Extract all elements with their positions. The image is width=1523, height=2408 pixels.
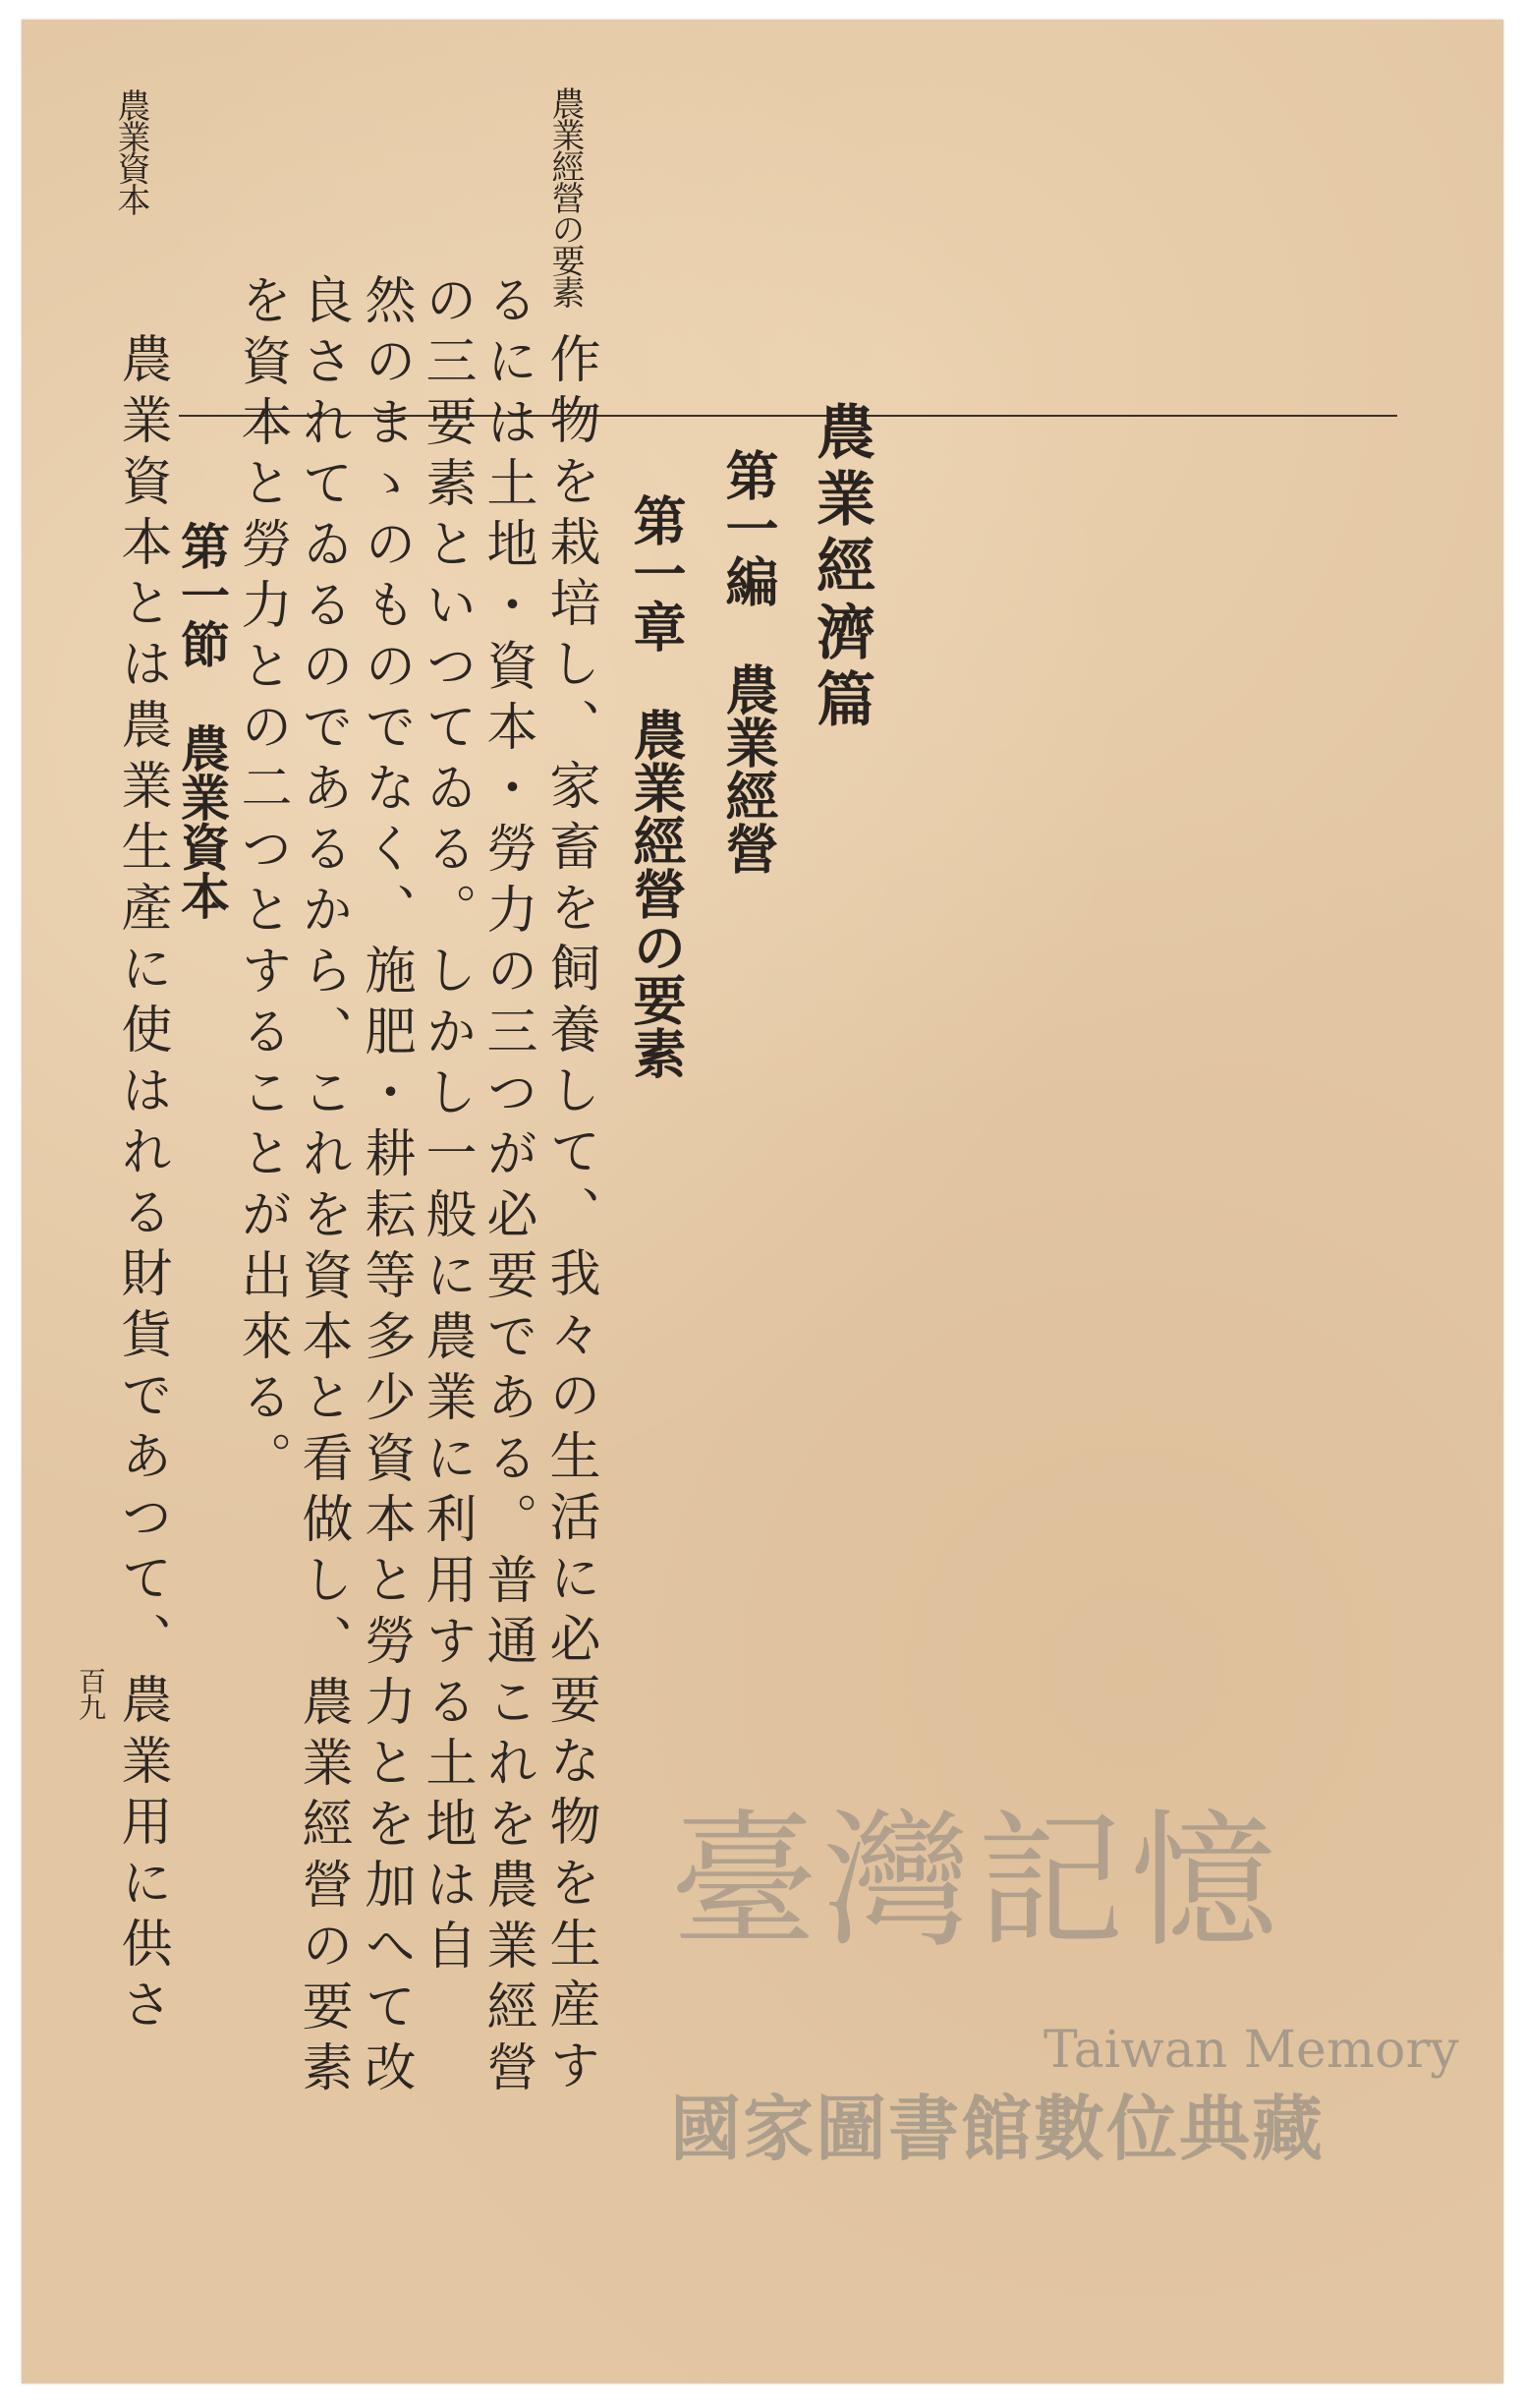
part-title: 農業經營 (717, 662, 779, 875)
running-head-center: 農業經營の要素 (545, 86, 585, 307)
section-body-line-1: 農業資本とは農業生產に使はれる財貨であつて、農業用に供さ (112, 332, 171, 2038)
running-head-left: 農業資本 (111, 88, 150, 214)
page-number: 百九 (75, 1667, 107, 1720)
section-number: 第一節 (173, 521, 230, 668)
page-title: 農業經濟篇 (807, 401, 875, 735)
chapter-title: 農業經營の要素 (625, 708, 687, 1079)
chapter-body-line-4: 然のまゝのものでなく、施肥・耕耘等多少資本と勞力とを加へて改 (356, 273, 415, 2101)
chapter-body-line-5: 良されてゐるのであるから、これを資本と看做し、農業經營の要素 (293, 273, 352, 2101)
chapter-body-line-6: を資本と勞力との二つとすることが出來る。 (232, 273, 291, 1492)
chapter-number: 第一章 (625, 493, 687, 653)
section-title: 農業資本 (173, 723, 230, 920)
chapter-body-line-3: の三要素といつてゐる。しかし一般に農業に利用する土地は自 (417, 273, 476, 1979)
watermark-chinese: 國家圖書館數位典藏 (670, 2088, 1326, 2170)
chapter-heading (625, 493, 687, 1079)
watermark-english: Taiwan Memory (1044, 2021, 1459, 2080)
part-number: 第一編 (717, 448, 779, 607)
part-heading (717, 448, 779, 875)
chapter-body-line-2: るには土地・資本・勞力の三つが必要である。普通これを農業經營 (478, 273, 536, 2101)
section-heading (173, 521, 230, 920)
watermark-logo: 臺灣記憶 (670, 1797, 1284, 1968)
chapter-body-line-1: 作物を栽培し、家畜を飼養して、我々の生活に必要な物を生産す (540, 332, 599, 2099)
book-page (22, 20, 1503, 2383)
